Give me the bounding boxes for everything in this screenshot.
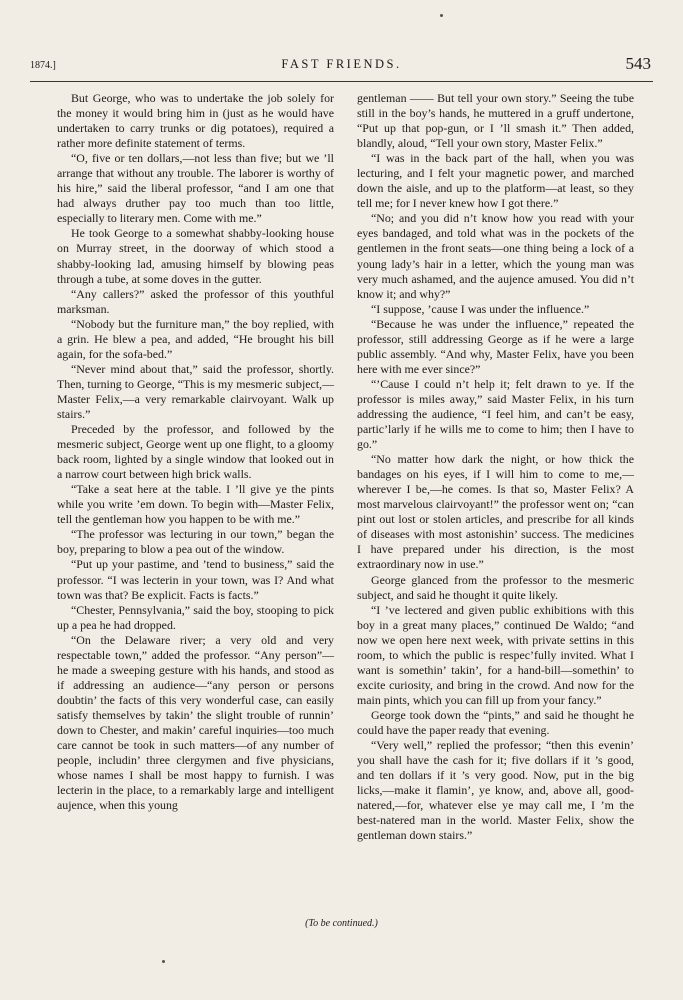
- paragraph: George glanced from the professor to the mesmeric subject, and said he thought it quite likely.: [357, 572, 634, 602]
- paragraph: But George, who was to undertake the job solely for the money it would bring him in (just as he would have undertaken to carry trunks or dig potatoes), required a rather more definite statement of terms.: [57, 91, 334, 151]
- paragraph: Preceded by the professor, and followed by the mesmeric subject, George went up one flight, to a gloomy back room, lighted by a single window that looked out in a narrow court between high brick walls.: [57, 422, 334, 482]
- left-column: [57, 91, 334, 813]
- paragraph: “I ’ve lectered and given public exhibitions with this boy in a great many places,” continued De Waldo; “and now we open here next week, with private settins in this room, to which the public is respec’fully invited. What I want is somethin’ takin’, for a hand-bill—somethin’ to excite curiosity, and bring in the crowd. And now for the main pints, which you can fill up from your fancy.”: [357, 602, 634, 707]
- page-number: 543: [625, 54, 651, 73]
- header-rule: [30, 81, 653, 82]
- paragraph: “I suppose, ’cause I was under the influence.”: [371, 301, 590, 316]
- running-header: [30, 52, 653, 76]
- continued-note: (To be continued.): [305, 918, 378, 929]
- header-year: 1874.]: [30, 60, 56, 71]
- paragraph: “No matter how dark the night, or how thick the bandages on his eyes, if I will him to come to me,—wherever I be,—he comes. Is that so, Master Felix? A most marvelous clairvoyant!” the professor went on; “can pint out lost or stolen articles, and prescribe for all kinds of diseases with most astonishin’ success. The medicines I have prepared under his direction, is the most extraordinary now in use.”: [357, 452, 634, 572]
- paragraph: “Nobody but the furniture man,” the boy replied, with a grin. He blew a pea, and added, “He brought his bill again, for the sofa-bed.”: [57, 316, 334, 361]
- paragraph-continued: gentleman —— But tell your own story.” Seeing the tube still in the boy’s hands, he muttered in a gruff undertone, “Put up that pop-gun, or I ’ll smash it.” Then added, blandly, aloud, “Tell your own story, Master Felix.”: [357, 91, 634, 151]
- paragraph: George took down the “pints,” and said he thought he could have the paper ready that evening.: [357, 707, 634, 737]
- paragraph: “No; and you did n’t know how you read with your eyes bandaged, and told what was in the pockets of the gentlemen in the front seats—one thing being a lock of a young lady’s hair in a letter, which the young man was very much ashamed, and the aujence amused. You did n’t know it; and why?”: [357, 211, 634, 301]
- paragraph: “Any callers?” asked the professor of this youthful marksman.: [57, 286, 334, 316]
- right-column: [357, 91, 634, 843]
- paragraph: “Because he was under the influence,” repeated the professor, still addressing George as if he were a large public assembly. “And why, Master Felix, have you been here with me ever since?”: [357, 316, 634, 376]
- paragraph: He took George to a somewhat shabby-looking house on Murray street, in the doorway of which stood a shabby-looking lad, amusing himself by blowing peas through a tube, at some doves in the gutter.: [57, 226, 334, 286]
- paragraph: “Very well,” replied the professor; “then this evenin’ you shall have the cash for it; five dollars if it ’s good, and ten dollars if it ’s very good. Now, put in the big licks,—make it flamin’, ye know, and, above all, good-natered,—for, whatever else ye may call me, I ’m the best-natered man in the world. Master Felix, show the gentleman down stairs.”: [357, 738, 634, 843]
- paragraph: “The professor was lecturing in our town,” began the boy, preparing to blow a pea out of the window.: [57, 527, 334, 557]
- paragraph: “’Cause I could n’t help it; felt drawn to ye. If the professor is miles away,” said Master Felix, in his turn addressing the audience, “I feel him, and can’t be easy, partic’larly if he wills me to come to him; then I have to go.”: [357, 376, 634, 452]
- paragraph: “Never mind about that,” said the professor, shortly. Then, turning to George, “This is my mesmeric subject,—Master Felix,—a very remarkable clairvoyant. Walk up stairs.”: [57, 361, 334, 421]
- paragraph: “On the Delaware river; a very old and very respectable town,” added the professor. “Any person”—he made a sweeping gesture with his hands, and stood as if addressing an audience—“any person or persons doubtin’ the facts of this very wonderful case, can easily satisfy themselves by takin’ the slight trouble of runnin’ down to Chester, and makin’ careful inquiries—too much care cannot be took in such matters—of any number of people, includin’ three clergymen and five physicians, whose names I shall be most happy to furnish. I was lecterin in the place, to a remarkably large and intelligent aujence, when this young: [57, 632, 334, 813]
- paper-speck: [162, 960, 165, 963]
- paragraph: “Take a seat here at the table. I ’ll give ye the pints while you write ’em down. To begin with—Master Felix, tell the gentleman how you happen to be with me.”: [57, 482, 334, 527]
- paper-speck: [440, 14, 443, 17]
- paragraph: “Put up your pastime, and ’tend to business,” said the professor. “I was lecterin in your town, was I? And what town was that? Be explicit. Facts is facts.”: [57, 557, 334, 602]
- paragraph: “Chester, Pennsylvania,” said the boy, stooping to pick up a pea he had dropped.: [57, 602, 334, 632]
- paragraph: “O, five or ten dollars,—not less than five; but we ’ll arrange that without any trouble. The laborer is worthy of his hire,” said the liberal professor, “and I am one that had always druther pay too much than too little, especially to literary men. Come with me.”: [57, 151, 334, 226]
- header-title: FAST FRIENDS.: [281, 57, 402, 71]
- paragraph: “I was in the back part of the hall, when you was lecturing, and I felt your magnetic power, and marched down the aisle, and up to the platform—at least, so they tell me; for I never knew how I got there.”: [357, 151, 634, 211]
